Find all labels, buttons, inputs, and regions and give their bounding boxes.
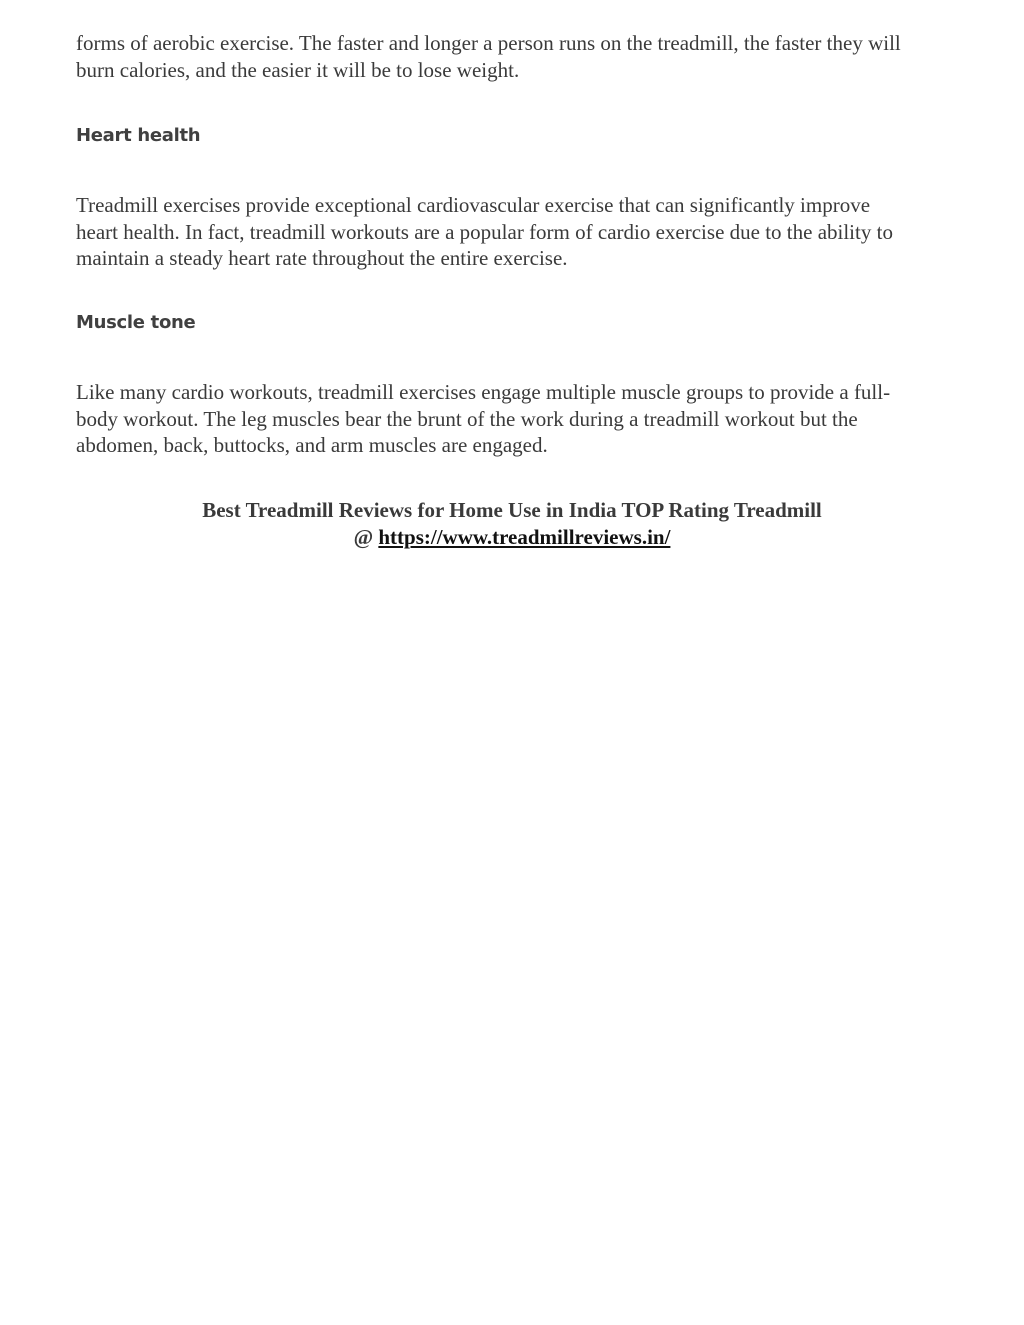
heart-health-heading: Heart health <box>76 125 201 146</box>
muscle-tone-line-2: body workout. The leg muscles bear the brunt of the work during a treadmill workout but the <box>76 406 858 431</box>
heart-health-line-1: Treadmill exercises provide exceptional cardiovascular exercise that can significantly improve <box>76 193 871 217</box>
promo-title: Best Treadmill Reviews for Home Use in India TOP Rating Treadmill <box>202 498 822 522</box>
intro-line-1: forms of aerobic exercise. The faster and longer a person runs on the treadmill, the faster they will <box>76 31 901 55</box>
muscle-tone-line-3: abdomen, back, buttocks, and arm muscles are engaged. <box>76 433 548 457</box>
heart-health-line-2: heart health. In fact, treadmill workouts are a popular form of cardio exercise due to the ability to <box>76 219 893 244</box>
promo-block <box>0 497 1024 550</box>
muscle-tone-paragraph <box>76 379 976 459</box>
promo-link[interactable]: https://www.treadmillreviews.in/ <box>378 524 671 549</box>
heart-health-paragraph <box>76 192 976 272</box>
intro-line-2: burn calories, and the easier it will be to lose weight. <box>76 57 520 82</box>
intro-paragraph <box>76 30 976 83</box>
heart-health-line-3: maintain a steady heart rate throughout the entire exercise. <box>76 246 568 270</box>
muscle-tone-line-1: Like many cardio workouts, treadmill exercises engage multiple muscle groups to provide a full- <box>76 380 891 404</box>
promo-at-sign: @ <box>353 524 374 549</box>
muscle-tone-heading: Muscle tone <box>76 312 196 333</box>
